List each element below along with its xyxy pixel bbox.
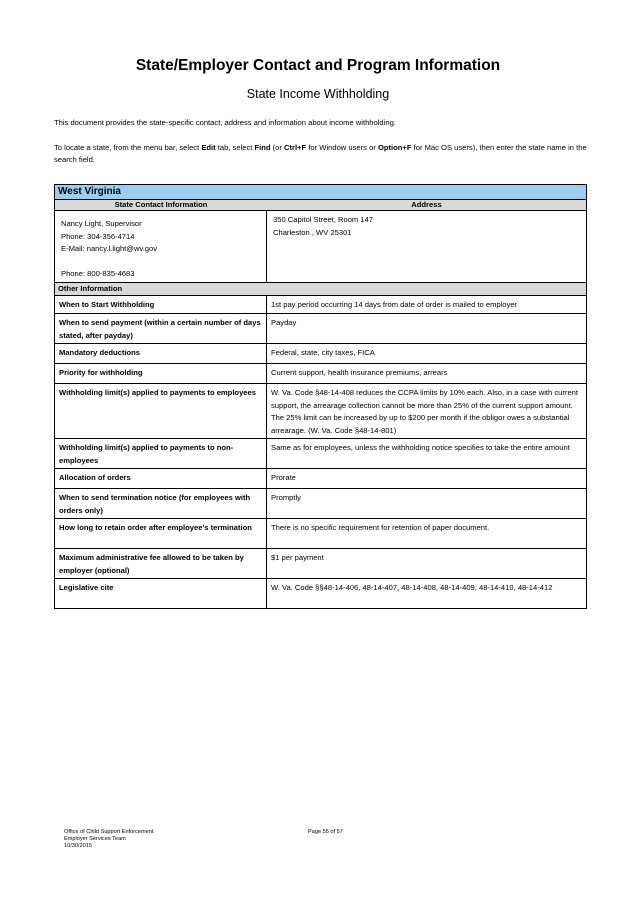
- find-keyword: Find: [254, 143, 271, 152]
- intro-paragraph-1: This document provides the state-specific contact, address and information about income withholding.: [54, 118, 396, 127]
- row-label: When to Start Withholding: [55, 296, 267, 313]
- info-rows: [55, 296, 586, 608]
- contact-phone: Phone: 304-356-4714: [61, 231, 135, 241]
- address-column-header: Address: [411, 200, 442, 209]
- address-line-1: 350 Capitol Street, Room 147: [273, 215, 374, 224]
- table-row: [55, 364, 586, 384]
- table-row: [55, 549, 586, 579]
- row-value: 1st pay period occurring 14 days from date of order is mailed to employer: [271, 300, 518, 309]
- row-label: Allocation of orders: [55, 469, 267, 488]
- table-row: [55, 579, 586, 608]
- row-label: When to send payment (within a certain number of days stated, after payday): [55, 314, 267, 343]
- row-value: Payday: [271, 318, 297, 327]
- address-line-2: Charleston , WV 25301: [273, 227, 352, 237]
- row-value: Federal, state, city taxes, FICA: [271, 348, 375, 357]
- ctrl-f-keyword: Ctrl+F: [284, 143, 307, 152]
- edit-keyword: Edit: [201, 143, 216, 152]
- page-number: Page 55 of 57: [308, 829, 343, 835]
- table-row: [55, 384, 586, 439]
- row-label: Mandatory deductions: [55, 344, 267, 363]
- footer-team: Employer Services Team: [64, 836, 126, 842]
- footer-left: [64, 829, 153, 850]
- table-row: [55, 344, 586, 364]
- contact-column-header: State Contact Information: [114, 200, 208, 209]
- row-label: When to send termination notice (for employees with orders only): [55, 489, 267, 518]
- option-f-keyword: Option+F: [377, 143, 412, 152]
- row-label: Withholding limit(s) applied to payments to employees: [55, 384, 267, 438]
- table-row: [55, 519, 586, 549]
- row-value: Current support, health insurance premiums, arrears: [271, 368, 448, 377]
- row-label: Priority for withholding: [55, 364, 267, 383]
- state-name-header: West Virginia: [55, 185, 586, 200]
- table-row: [55, 489, 586, 519]
- table-row: [55, 314, 586, 344]
- state-info-table: [54, 184, 587, 609]
- table-row: [55, 439, 586, 469]
- contact-name: Nancy Light, Supervisor: [61, 219, 142, 228]
- column-headers: [55, 200, 586, 211]
- row-value: Same as for employees, unless the withholding notice specifies to take the entire amount: [271, 443, 570, 452]
- contact-row: [55, 211, 586, 283]
- contact-phone-tollfree: Phone: 800-835-4683: [61, 268, 135, 278]
- row-value: $1 per payment: [271, 553, 324, 562]
- contact-email: E-Mail: nancy.l.light@wv.gov: [61, 244, 158, 253]
- page-subtitle: State Income Withholding: [246, 87, 390, 101]
- row-label: How long to retain order after employee's termination: [55, 519, 267, 548]
- row-value: There is no specific requirement for retention of paper document.: [271, 523, 490, 532]
- row-value: Prorate: [271, 473, 296, 482]
- row-value: W. Va. Code §§48-14-406, 48-14-407, 48-14-408, 48-14-409, 48-14-410, 48-14-412: [271, 583, 553, 592]
- row-label: Withholding limit(s) applied to payments to non-employees: [55, 439, 267, 468]
- contact-cell: [55, 211, 267, 282]
- row-label: Maximum administrative fee allowed to be taken by employer (optional): [55, 549, 267, 578]
- footer-date: 10/30/2015: [64, 843, 92, 849]
- other-information-header: Other Information: [55, 283, 586, 296]
- footer-org: Office of Child Support Enforcement: [64, 829, 154, 835]
- table-row: [55, 296, 586, 314]
- page-title: State/Employer Contact and Program Information: [135, 57, 501, 74]
- table-row: [55, 469, 586, 489]
- address-cell: [267, 211, 586, 282]
- row-label: Legislative cite: [55, 579, 267, 608]
- row-value: W. Va. Code §48-14-408 reduces the CCPA limits by 10% each. Also, in a case with current support, the arrearage collection cannot be more than 25% of the current support amount. The 25% limit can be increased by up to $200 per month if the obligor owes a substantial arrearage. (W. Va. Code §48-14-801): [271, 388, 578, 435]
- row-value: Promptly: [271, 493, 301, 502]
- intro-paragraph-2: To locate a state, from the menu bar, select Edit tab, select Find (or Ctrl+F for Window users or Option+F for Mac OS users), then enter the state name in the search field.: [54, 143, 587, 164]
